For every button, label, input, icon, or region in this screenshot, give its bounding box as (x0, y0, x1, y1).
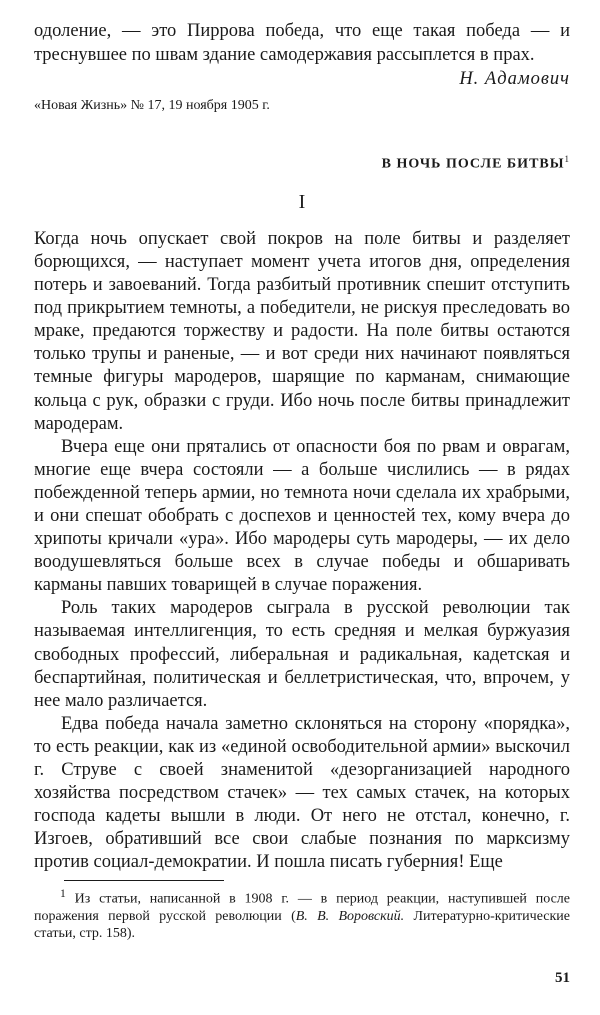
footnote-divider (64, 880, 224, 881)
paragraph: Вчера еще они прятались от опасности боя по рвам и оврагам, многие еще вчера состояли — а больше числились — в рядах побежденной теперь армии, но темнота ночи сделала их храбрыми, и они спешат обобрать с доспехов и ценностей тех, кому вчера до хрипоты кричали «ура». Ибо мародеры суть мародеры, — их дело воодушевляться больше всех в случае победы и обшаривать карманы павших товарищей в случае поражения. (34, 436, 570, 596)
article-title-text: В НОЧЬ ПОСЛЕ БИТВЫ (381, 156, 565, 172)
carryover-paragraph: одоление, — это Пиррова победа, что еще такая победа — и треснувшее по швам здание самодержавия рассыплется в прах. (34, 21, 570, 65)
section-number: I (298, 190, 306, 213)
paragraph: Когда ночь опускает свой покров на поле битвы и разделяет борющихся, — наступает момент учета итогов дня, определения потерь и завоеваний. Тогда разбитый противник спешит отступить под прикрытием темноты, а победители, не рискуя преследовать во мраке, предаются торжеству и радости. На поле битвы остаются только трупы и раненые, — и вот среди них начинают появляться темные фигуры мародеров, шарящие по карманам, снимающие кольца с рук, образки с груди. Ибо ночь после битвы принадлежит мародерам. (34, 228, 570, 434)
footnote-text: Из статьи, написанной в 1908 г. — в период реакции, наступившей после поражения первой русской революции ( (34, 892, 570, 925)
footnote-citation-author: В. В. Воровский. (295, 909, 405, 925)
footnote (34, 885, 570, 942)
article-body (34, 228, 570, 875)
paragraph: Едва победа начала заметно склоняться на сторону «порядка», то есть реакции, как из «единой освободительной армии» выскочил г. Струве с своей знаменитой «дезорганизацией народного хозяйства посредством стачек» — тех самых стачек, на которых господа кадеты вышли в люди. От него не отстал, конечно, г. Изгоев, обративший все свои слабые познания по марксизму против социал-демократии. И пошла писать губерния! Еще (34, 713, 570, 873)
source-citation: «Новая Жизнь» № 17, 19 ноября 1905 г. (34, 98, 270, 114)
paragraph: Роль таких мародеров сыграла в русской революции так называемая интеллигенция, то есть средняя и мелкая буржуазия свободных профессий, либеральная и радикальная, кадетская и беспартийная, политическая и беллетристическая, что, впрочем, у нее мало различается. (34, 598, 570, 711)
footnote-marker: 1 (60, 887, 66, 901)
page-number: 51 (555, 970, 570, 986)
page (34, 20, 570, 942)
author-signature: Н. Адамович (459, 69, 570, 90)
article-title (34, 154, 570, 173)
title-footnote-marker: 1 (564, 154, 570, 165)
footnote-citation-rest: Литературно-критические статьи, стр. 158). (34, 909, 570, 942)
